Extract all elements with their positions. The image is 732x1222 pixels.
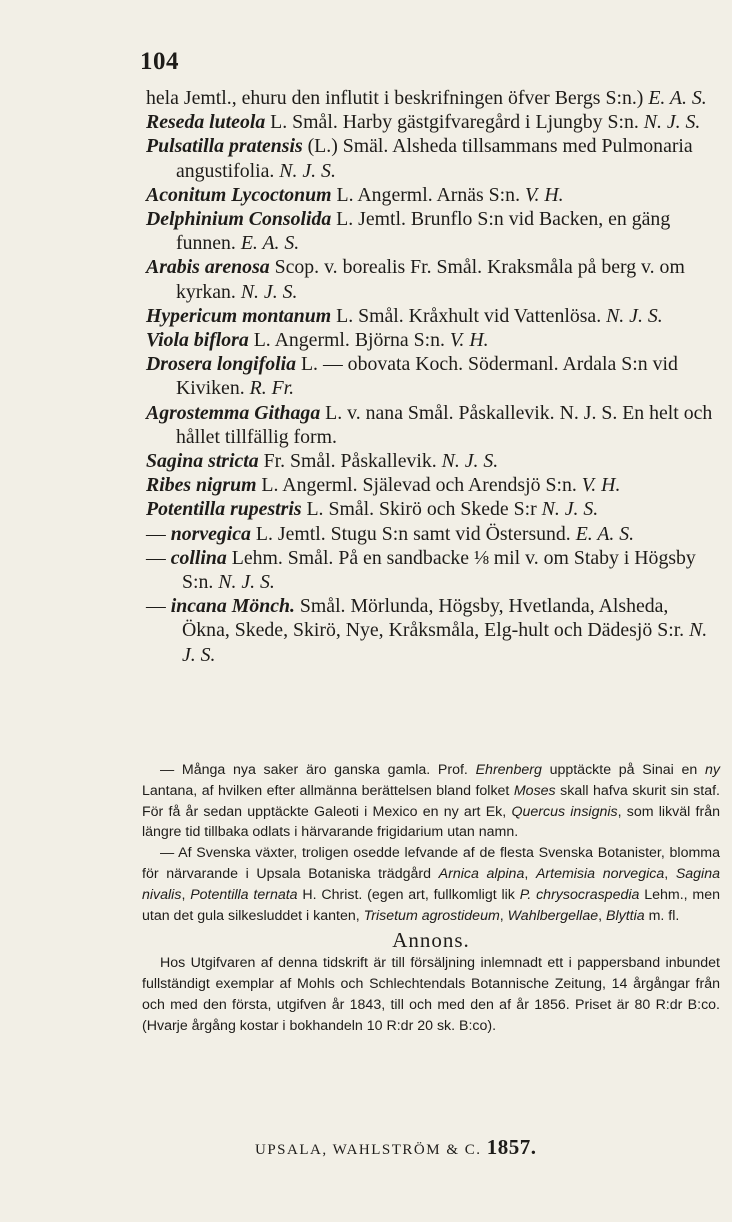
entry-text: L. Smål. Harby gästgifvaregård i Ljungby S:n. xyxy=(265,111,644,134)
species-entry xyxy=(146,183,721,207)
entry-text: Fr. Smål. Påskallevik. xyxy=(258,450,442,473)
annons-heading: Annons. xyxy=(392,928,470,953)
collector: N. J. S. xyxy=(240,280,298,303)
footer-place: UPSALA, WAHLSTRÖM & C. xyxy=(255,1142,482,1158)
species-entry xyxy=(146,449,721,473)
species-entry xyxy=(146,134,721,182)
entry-text: (L.) Smäl. Alsheda tillsammans med Pulmonaria angustifolia. xyxy=(176,135,693,182)
note-paragraph: — Många nya saker äro ganska gamla. Prof. Ehrenberg upptäckte på Sinai en ny Lantana, af hvilken efter allmänna berättelsen bland folket Moses skall hafva skurit sin staf. För få år sedan upptäckte Galeoti i Mexico en ny art Ek, Quercus insignis, som likväl från längre tid tillbaka odlats i härvarande frigidarium utan namn. xyxy=(142,762,721,841)
collector: E. A. S. xyxy=(648,87,707,109)
taxon-name: Sagina stricta xyxy=(146,450,259,473)
entry-text: L. v. nana Smål. Påskallevik. N. J. S. En helt och hållet tillfällig form. xyxy=(176,401,713,448)
taxon-name: Pulsatilla pratensis xyxy=(146,135,303,158)
taxon-name: incana Mönch. xyxy=(170,595,295,618)
species-entry xyxy=(146,328,721,352)
page-number: 104 xyxy=(140,48,179,75)
taxon-name: Ribes nigrum xyxy=(146,474,257,497)
taxon-name: collina xyxy=(170,546,227,569)
taxon-name: Aconitum Lycoctonum xyxy=(146,183,332,206)
taxon-name: norvegica xyxy=(170,522,251,545)
collector: V. H. xyxy=(581,474,621,497)
collector: V. H. xyxy=(524,183,564,206)
footer-imprint xyxy=(255,1135,537,1160)
species-entry xyxy=(146,86,721,110)
entry-text: Lehm. Smål. På en sandbacke ⅛ mil v. om Staby i Högsby S:n. xyxy=(182,546,696,594)
notes-paragraphs xyxy=(142,760,720,926)
entry-text: hela Jemtl., ehuru den influtit i beskrifningen öfver Bergs S:n.) xyxy=(146,87,649,109)
entry-text: L. Jemtl. Stugu S:n samt vid Östersund. xyxy=(250,522,576,545)
taxon-name: Arabis arenosa xyxy=(146,256,270,279)
dash: — xyxy=(146,595,171,618)
species-entry xyxy=(146,473,721,497)
dash: — xyxy=(146,546,171,569)
collector: N. J. S. xyxy=(606,304,663,327)
taxon-name: Drosera longifolia xyxy=(146,353,297,376)
collector: R. Fr. xyxy=(249,377,295,400)
collector: V. H. xyxy=(449,329,489,352)
collector: N. J. S. xyxy=(182,619,708,666)
dash: — xyxy=(146,522,171,545)
taxon-name: Viola biflora xyxy=(146,329,249,352)
entry-text: L. Angerml. Björna S:n. xyxy=(248,329,450,352)
species-entry xyxy=(146,207,721,255)
entry-text: Smål. Mörlunda, Högsby, Hvetlanda, Alsheda, Ökna, Skede, Skirö, Nye, Kråksmåla, Elg-hult och Dädesjö S:r. xyxy=(182,595,690,642)
species-entry xyxy=(146,522,721,546)
collector: N. J. S. xyxy=(643,111,701,134)
taxon-name: Potentilla rupestris xyxy=(146,498,302,521)
species-entry xyxy=(146,255,721,303)
footer-year: 1857. xyxy=(486,1135,537,1159)
collector: N. J. S. xyxy=(279,159,336,182)
taxon-name: Reseda luteola xyxy=(146,111,266,134)
species-entry xyxy=(146,110,721,134)
collector: N. J. S. xyxy=(441,450,499,473)
entry-text: L. — obovata Koch. Södermanl. Ardala S:n vid Kiviken. xyxy=(176,353,678,400)
taxon-name: Agrostemma Githaga xyxy=(146,401,321,424)
collector: N. J. S. xyxy=(541,498,599,521)
note-paragraph: — Af Svenska växter, troligen osedde lefvande af de flesta Svenska Botanister, blomma för närvarande i Upsala Botaniska trädgård Arnica alpina, Artemisia norvegica, Sagina nivalis, Potentilla ternata H. Christ. (egen art, fullkomligt lik P. chrysocraspedia Lehm., men utan det gula silkesluddet i kanten, Trisetum agrostideum, Wahlbergellae, Blyttia m. fl. xyxy=(142,845,721,924)
entry-text: L. Angerml. Själevad och Arendsjö S:n. xyxy=(256,474,582,497)
annons-text: Hos Utgifvaren af denna tidskrift är till försäljning inlemnadt ett i pappersband inbundet fullständigt exemplar af Mohls och Schlechtendals Botannische Zeitung, 14 årgångar från och med den första, utgifven år 1843, till och med den af år 1856. Priset är 80 R:dr B:co. (Hvarje årgång kostar i bokhandeln 10 R:dr 20 sk. B:co). xyxy=(142,955,720,1034)
entry-text: L. Jemtl. Brunflo S:n vid Backen, en gäng funnen. xyxy=(176,208,671,255)
taxon-name: Hypericum montanum xyxy=(146,304,332,327)
collector: E. A. S. xyxy=(240,232,300,255)
collector: E. A. S. xyxy=(575,522,635,545)
species-list xyxy=(146,86,721,667)
entry-text: L. Smål. Kråxhult vid Vattenlösa. xyxy=(331,304,607,327)
collector: N. J. S. xyxy=(218,571,275,594)
species-entry xyxy=(146,546,721,594)
species-entry xyxy=(146,352,721,400)
entry-text: Scop. v. borealis Fr. Smål. Kraksmåla på berg v. om kyrkan. xyxy=(176,256,685,303)
entry-text: L. Angerml. Arnäs S:n. xyxy=(331,183,525,206)
species-entry xyxy=(146,594,721,667)
species-entry xyxy=(146,401,721,449)
taxon-name: Delphinium Consolida xyxy=(146,208,332,231)
entry-text: L. Smål. Skirö och Skede S:r xyxy=(301,498,542,521)
species-entry xyxy=(146,497,721,521)
notes-section xyxy=(142,760,720,1036)
species-entry xyxy=(146,304,721,328)
